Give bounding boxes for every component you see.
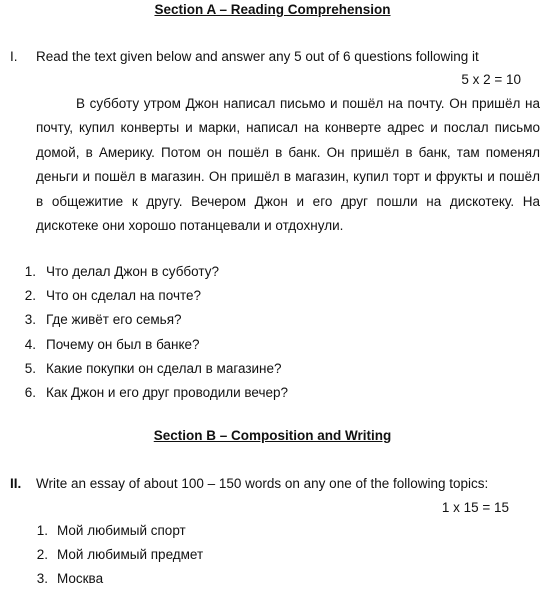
question-number: 3. [24,312,36,328]
question-number: 6. [24,384,36,400]
question-number: 4. [24,336,36,352]
section-a-title: Section A – Reading Comprehension [154,2,391,17]
topic-number: 3. [36,571,48,587]
question-number: 2. [24,288,36,304]
section-b-numeral: II. [10,476,22,491]
section-b-marks: 1 x 15 = 15 [441,500,509,515]
section-b-title: Section B – Composition and Writing [153,428,392,443]
topic-text: Мой любимый предмет [57,547,204,563]
topic-number: 1. [36,523,48,538]
question-text: Как Джон и его друг проводили вечер? [46,384,289,400]
section-a-marks: 5 x 2 = 10 [461,72,521,87]
reading-passage: В субботу утром Джон написал письмо и пошёл на почту. Он пришёл на почту, купил конверты и марки, написал на конверте адрес и послал письмо домой, в Америку. Потом он пошёл в банк. Он пришёл в банк, там поменял деньги и пошёл в магазин. Он пришёл в магазин, купил торт и фрукты и пошёл в общежитие к другу. Вечером Джон и его друг пошли на дискотеку. На дискотеке они хорошо потанцевали и отдохнули. [36,96,540,234]
section-a-instruction: Read the text given below and answer any 5 out of 6 questions following it [36,49,479,64]
question-text: Почему он был в банке? [46,336,200,352]
section-a-numeral: I. [10,49,18,64]
topic-text: Москва [57,571,104,587]
section-b-instruction: Write an essay of about 100 – 150 words on any one of the following topics: [36,476,489,491]
question-text: Где живёт его семья? [46,312,182,328]
question-text: Что он сделал на почте? [46,288,202,304]
topic-text: Мой любимый спорт [57,523,186,538]
question-text: Что делал Джон в субботу? [46,264,219,279]
question-text: Какие покупки он сделал в магазине? [46,360,282,376]
question-number: 5. [24,360,36,376]
topic-number: 2. [36,547,48,563]
question-number: 1. [24,264,36,279]
